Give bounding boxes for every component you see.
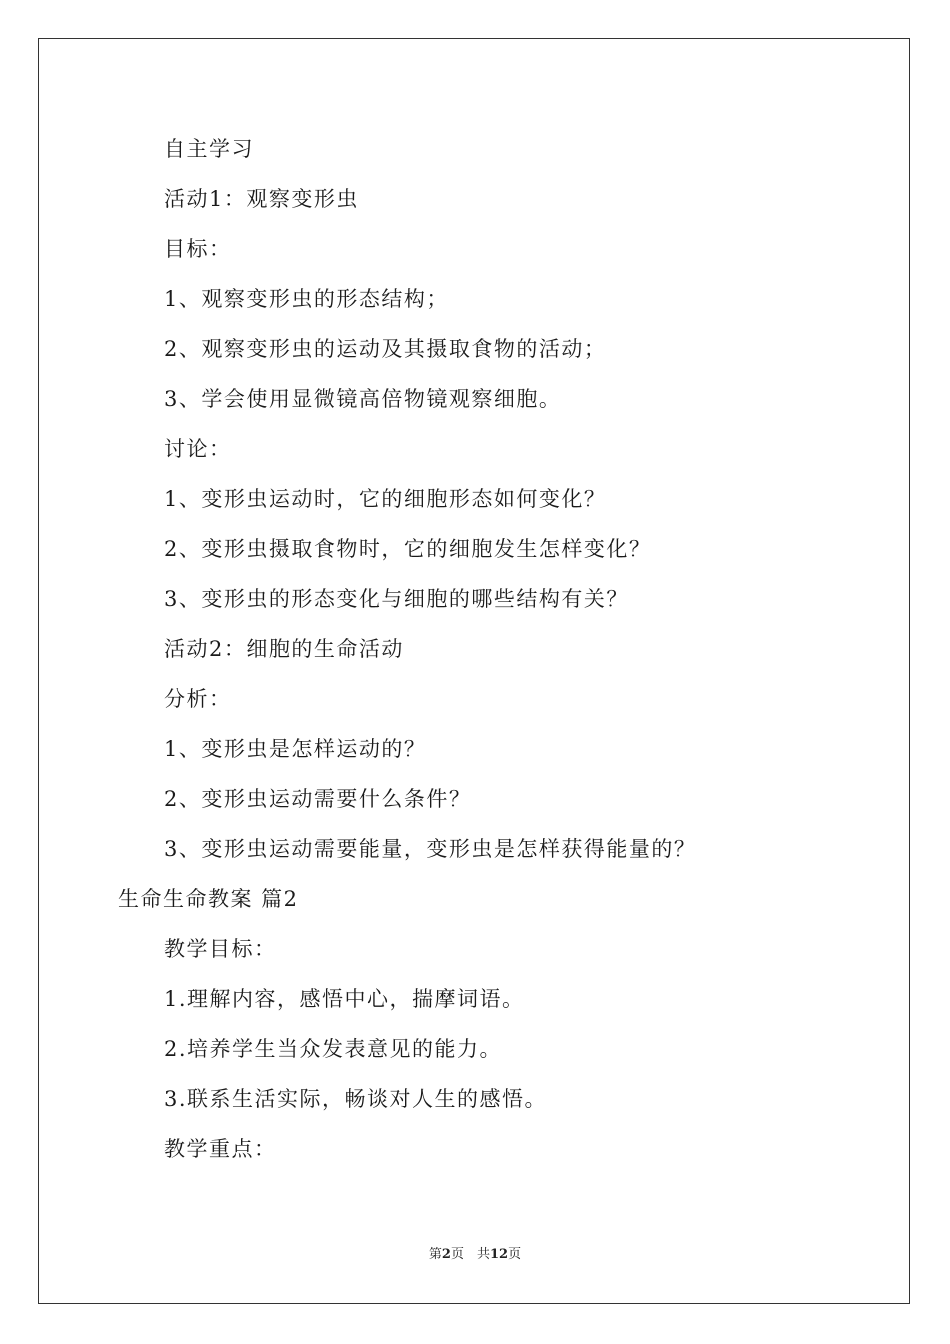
activity-title: 活动2：细胞的生命活动 bbox=[164, 637, 404, 661]
article-title: 生命生命教案 篇2 bbox=[118, 887, 299, 911]
footer-prefix: 第 bbox=[428, 1247, 442, 1262]
section-heading: 自主学习 bbox=[164, 137, 254, 161]
list-item: 2、观察变形虫的运动及其摄取食物的活动； bbox=[164, 337, 607, 361]
list-item: 1、变形虫是怎样运动的？ bbox=[164, 737, 427, 761]
list-item: 1、观察变形虫的形态结构； bbox=[164, 287, 449, 311]
subheading: 目标： bbox=[164, 237, 232, 261]
list-item: 3、变形虫的形态变化与细胞的哪些结构有关？ bbox=[164, 587, 629, 611]
current-page-number: 2 bbox=[441, 1247, 451, 1262]
subheading: 讨论： bbox=[164, 437, 232, 461]
footer-mid: 页 共 bbox=[450, 1247, 490, 1262]
list-item: 1、变形虫运动时，它的细胞形态如何变化？ bbox=[164, 487, 607, 511]
total-page-count: 12 bbox=[489, 1247, 509, 1262]
activity-title: 活动1：观察变形虫 bbox=[164, 187, 359, 211]
list-item: 2、变形虫运动需要什么条件？ bbox=[164, 787, 472, 811]
list-item: 2.培养学生当众发表意见的能力。 bbox=[164, 1037, 503, 1061]
list-item: 2、变形虫摄取食物时，它的细胞发生怎样变化？ bbox=[164, 537, 652, 561]
subheading: 教学重点： bbox=[164, 1137, 277, 1161]
page-footer bbox=[0, 1246, 950, 1264]
footer-suffix: 页 bbox=[508, 1247, 522, 1262]
list-item: 3、变形虫运动需要能量，变形虫是怎样获得能量的？ bbox=[164, 837, 697, 861]
list-item: 1.理解内容，感悟中心，揣摩词语。 bbox=[164, 987, 525, 1011]
list-item: 3.联系生活实际，畅谈对人生的感悟。 bbox=[164, 1087, 548, 1111]
page-border bbox=[38, 38, 910, 1304]
subheading: 教学目标： bbox=[164, 937, 277, 961]
list-item: 3、学会使用显微镜高倍物镜观察细胞。 bbox=[164, 387, 562, 411]
subheading: 分析： bbox=[164, 687, 232, 711]
